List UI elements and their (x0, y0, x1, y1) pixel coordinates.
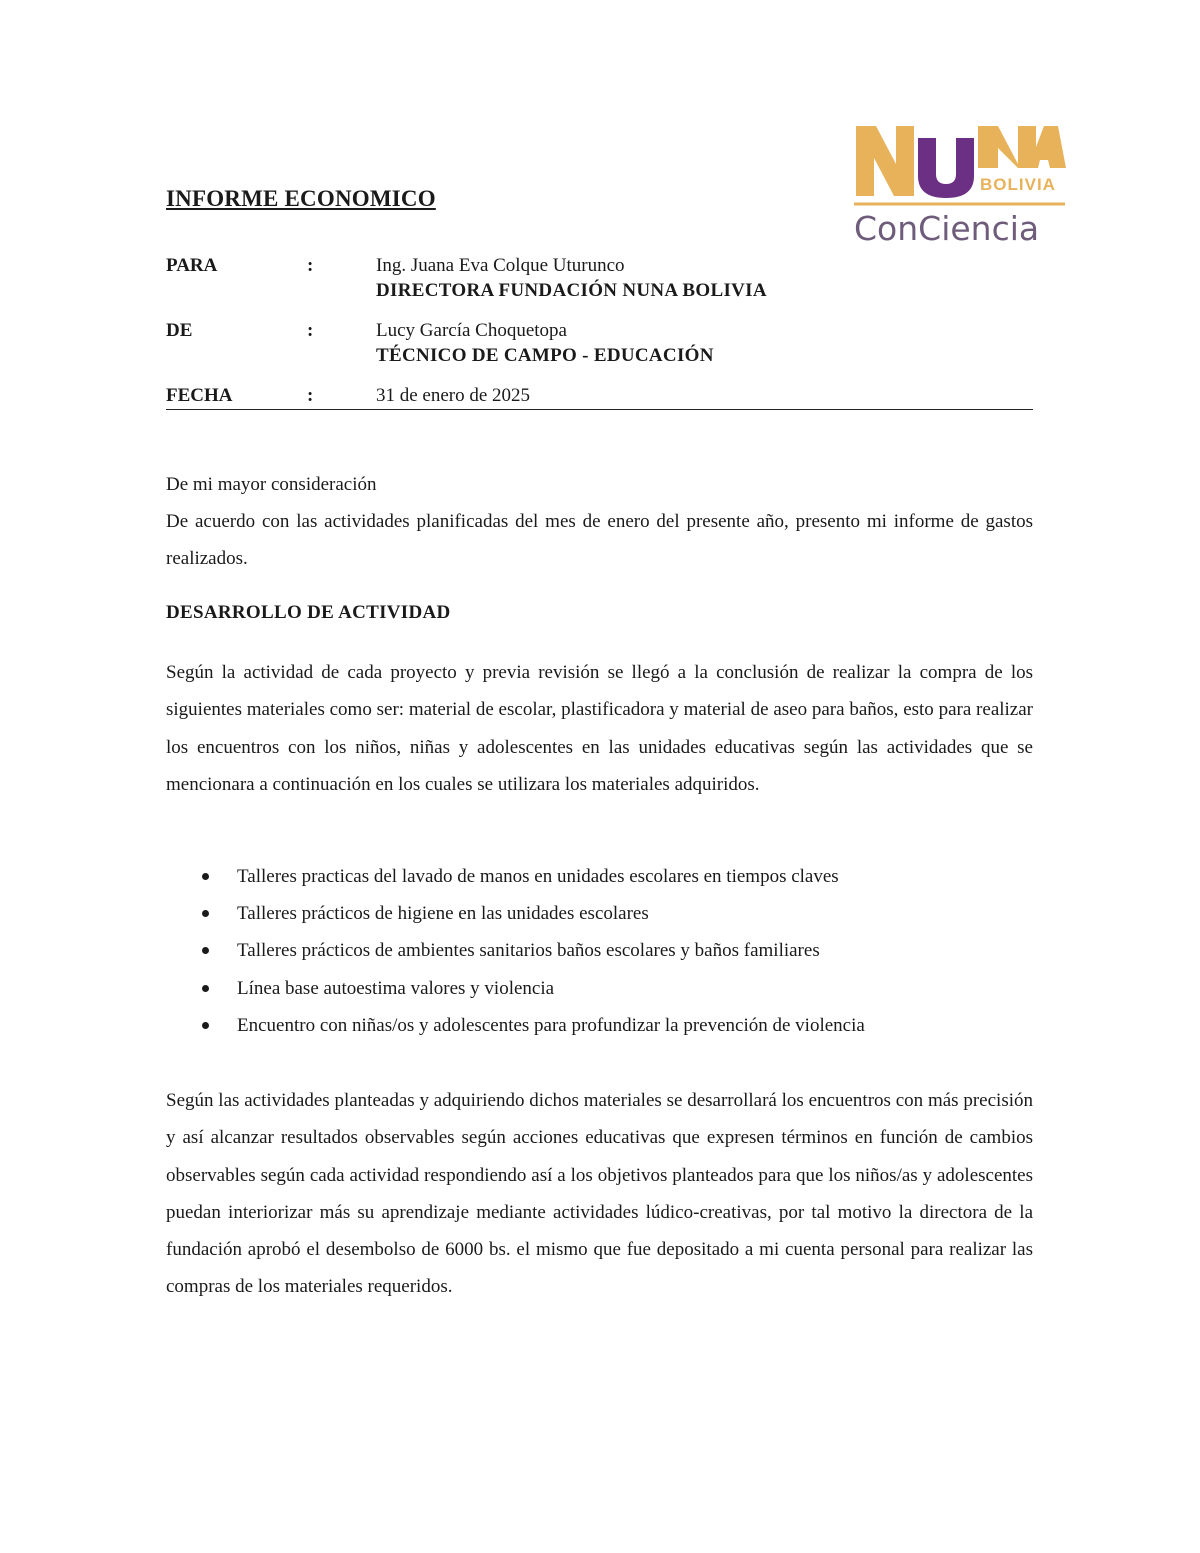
fecha-value: 31 de enero de 2025 (376, 385, 531, 406)
svg-text:ConCiencia: ConCiencia (854, 209, 1040, 248)
list-item (166, 974, 1033, 1011)
svg-text:BOLIVIA: BOLIVIA (980, 175, 1056, 194)
document-title: INFORME ECONOMICO (166, 186, 436, 211)
bullet-icon (202, 910, 209, 917)
fecha-label: FECHA (166, 385, 233, 406)
activity-text: Línea base autoestima valores y violencia (237, 977, 555, 999)
activity-text: Encuentro con niñas/os y adolescentes para profundizar la prevención de violencia (237, 1014, 865, 1036)
bullet-icon (202, 985, 209, 992)
recipient-role: DIRECTORA FUNDACIÓN NUNA BOLIVIA (376, 280, 767, 301)
intro-paragraph: De acuerdo con las actividades planificadas del mes de enero del presente año, presento mi informe de gastos realizados. (166, 511, 1033, 570)
para-value (376, 255, 767, 302)
paragraph-1: Según la actividad de cada proyecto y previa revisión se llegó a la conclusión de realizar la compra de los siguientes materiales como ser: material de escolar, plastificadora y material de aseo para baños, esto para realizar los encuentros con los niños, niñas y adolescentes en las unidades educativas según las actividades que se mencionara a continuación en los cuales se utilizara los materiales adquiridos. (166, 662, 1033, 795)
sender-role: TÉCNICO DE CAMPO - EDUCACIÓN (376, 345, 714, 366)
de-value (376, 320, 714, 367)
bullet-icon (202, 1022, 209, 1029)
activities-list (166, 862, 1033, 1048)
sender-name: Lucy García Choquetopa (376, 320, 567, 341)
de-label: DE (166, 320, 193, 341)
recipient-name: Ing. Juana Eva Colque Uturunco (376, 255, 625, 276)
list-item (166, 899, 1033, 936)
activity-text: Talleres prácticos de higiene en las unidades escolares (237, 903, 649, 925)
greeting: De mi mayor consideración (166, 474, 377, 495)
section-title: DESARROLLO DE ACTIVIDAD (166, 602, 451, 623)
activity-text: Talleres practicas del lavado de manos en unidades escolares en tiempos claves (237, 866, 839, 887)
bullet-icon (202, 947, 209, 954)
para-label: PARA (166, 255, 218, 276)
de-colon: : (307, 320, 314, 341)
paragraph-2: Según las actividades planteadas y adquiriendo dichos materiales se desarrollará los encuentros con más precisión y así alcanzar resultados observables según acciones educativas que expresen términos en función de cambios observables según cada actividad respondiendo así a los objetivos planteados para que los niños/as y adolescentes puedan interiorizar más su aprendizaje mediante actividades lúdico-creativas, por tal motivo la directora de la fundación aprobó el desembolso de 6000 bs. el mismo que fue depositado a mi cuenta personal para realizar las compras de los materiales requeridos. (166, 1090, 1033, 1298)
activity-text: Talleres prácticos de ambientes sanitarios baños escolares y baños familiares (237, 940, 820, 962)
bullet-icon (202, 873, 209, 880)
para-colon: : (307, 255, 314, 276)
list-item (166, 862, 1033, 899)
list-item (166, 1011, 1033, 1048)
list-item (166, 936, 1033, 973)
header-divider (166, 409, 1033, 410)
fecha-colon: : (307, 385, 314, 406)
nuna-bolivia-logo (852, 118, 1067, 248)
